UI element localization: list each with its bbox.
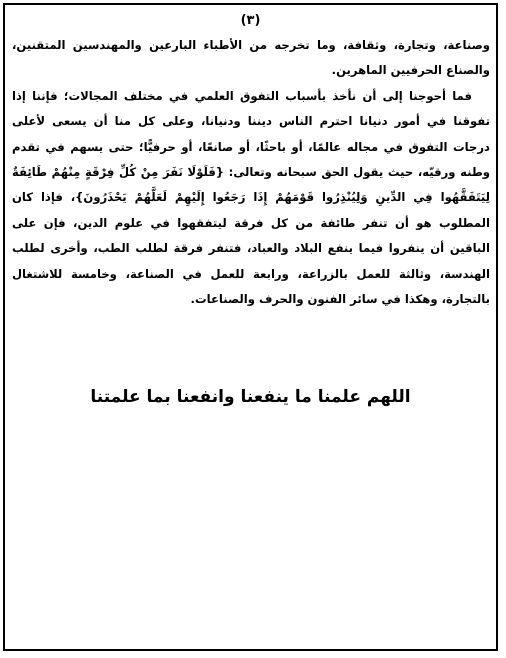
paragraph-excellence: فما أحوجنا إلى أن نأخذ بأسباب التفوق العلمي في مختلف المجالات؛ فإننا إذا تفوقنا في أمور دنيانا احترم الناس ديننا ودنيانا، وعلى كل منا أن يسعى لأعلى درجات التفوق في مجاله عالمًا، أو باحثًا، أو صانعًا، أو حرفيًّا؛ حتى يسهم في تقدم وطنه ورقيّه، حيث يقول الحق سبحانه وتعالى: {فَلَوْلَا نَفَرَ مِنْ كُلِّ فِرْقَةٍ مِنْهُمْ طَائِفَةٌ لِيَتَفَقَّهُوا فِي الدِّينِ وَلِيُنْذِرُوا قَوْمَهُمْ إِذَا رَجَعُوا إِلَيْهِمْ لَعَلَّهُمْ يَحْذَرُونَ}، فإذا كان المطلوب هو أن تنفر طائفة من كل فرقة ليتفقهوا في علوم الدين، فإن على الباقين أن ينفروا فيما ينفع البلاد والعباد، فتنفر فرقة لطلب الطب، وأخرى لطلب الهندسة، وثالثة للعمل بالزراعة، ورابعة للعمل في الصناعة، وخامسة للاشتغال بالتجارة، وهكذا في سائر الفنون والحرف والصناعات. [12, 88, 490, 307]
body-text [12, 33, 490, 312]
page-border [3, 3, 498, 651]
paragraph-continuation: وصناعة، وتجارة، وثقافة، وما تخرجه من الأطباء البارعين والمهندسين المتقنين، والصناع الحرفيين الماهرين. [12, 38, 490, 78]
page-number: (٣) [240, 13, 261, 28]
closing-prayer: اللهم علمنا ما ينفعنا وانفعنا بما علمتنا [90, 387, 411, 407]
